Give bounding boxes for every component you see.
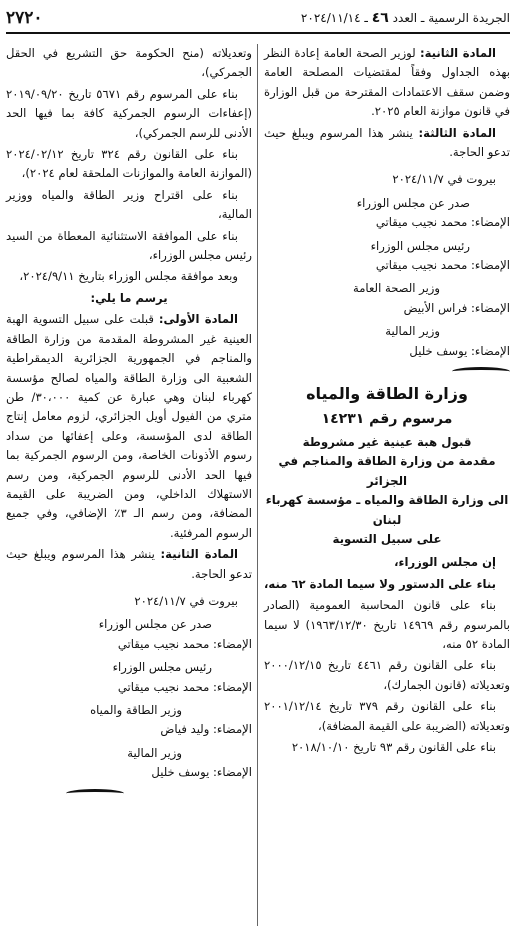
article-1-paragraph — [6, 310, 252, 543]
section-separator — [66, 789, 124, 798]
preamble-line: بناء على القانون رقم ٩٣ تاريخ ٢٠١٨/١٠/١٠ — [291, 740, 496, 754]
article-label: المادة الثانية: — [419, 46, 497, 60]
preamble-line: وتعديلاته (منح الحكومة حق التشريع في الحقل الجمركي)، — [6, 46, 252, 80]
journal-name: الجريدة الرسمية ـ العدد — [392, 11, 510, 25]
preamble-line: وبعد موافقة مجلس الوزراء بتاريخ ٢٠٢٤/٩/١١، — [19, 269, 238, 284]
article-label: المادة الثانية: — [160, 547, 239, 562]
left-column — [6, 44, 252, 928]
preamble-line: بناء على القانون رقم ٤٤٦١ تاريخ ٢٠٠٠/١٢/١٥ وتعديلاته (قانون الجمارك)، — [264, 658, 510, 692]
pm-title: رئيس مجلس الوزراء — [370, 238, 470, 253]
signature-line: الإمضاء: محمد نجيب ميقاتي — [117, 636, 252, 651]
section-separator — [452, 367, 510, 376]
minister-title: وزير الطاقة والمياه — [90, 703, 182, 717]
decree-subject: على سبيل التسوية — [332, 531, 442, 546]
preamble-line: بناء على القانون رقم ٣٢٤ تاريخ ٢٠٢٤/٠٢/١٢ (الموازنة العامة والموازنات الملحقة لعام ٢٠٢٤)، — [6, 147, 252, 181]
signature-line: الإمضاء: محمد نجيب ميقاتي — [375, 258, 510, 273]
preamble-line: إن مجلس الوزراء، — [394, 555, 496, 570]
signature-line: الإمضاء: وليد فياض — [160, 722, 252, 737]
decree-subject: قبول هبة عينية غير مشروطة — [302, 434, 472, 449]
ministry-heading: وزارة الطاقة والمياه — [306, 384, 468, 404]
decrees-line: يرسم ما يلي: — [90, 290, 168, 305]
beirut-date: بيروت في ٢٠٢٤/١١/٧ — [392, 172, 496, 187]
page-number: ٢٧٢٠ — [6, 8, 43, 28]
preamble-line: بناء على المرسوم رقم ٥٦٧١ تاريخ ٢٠١٩/٠٩/٢٠ (إعفاءات الرسوم الجمركية كافة بما فيها الحد الأدنى للرسم الجمركي)، — [6, 86, 252, 140]
issued-by: صدر عن مجلس الوزراء — [98, 617, 212, 632]
article-text: لوزير الصحة العامة إعادة النظر بهذه الجداول وفقاً لمقتضيات المصلحة العامة وضمن سقف الاعتمادات المقترحة من قبل الوزارة في قانون موازنة العام ٢٠٢٥. — [264, 46, 510, 119]
article-3-paragraph — [264, 124, 510, 163]
article-label: المادة الثالثة: — [418, 125, 497, 140]
issued-by: صدر عن مجلس الوزراء — [356, 195, 470, 210]
signature-line: الإمضاء: يوسف خليل — [151, 765, 252, 780]
minister-title: وزير المالية — [385, 324, 440, 339]
preamble-line: بناء على اقتراح وزير الطاقة والمياه ووزير المالية، — [6, 187, 252, 222]
article-text: قبلت على سبيل التسوية الهبة العينية غير المشروطة المقدمة من وزارة الطاقة والمناجم في الجمهورية الجزائرية الديمقراطية الشعبية الى وزارة الطاقة والمياه لصالح مؤسسة كهرباء لبنان وهي عبارة عن كمية ٣٠،٠٠٠/ طن متري من الفيول أويل الجزائري، لزوم معامل إنتاج الطاقة لدى المؤسسة، وعلى إعفائها من سداد رسوم الأذونات الخاصة، ومن الرسوم الجمركية بما فيها الحد الأدنى للرسوم الجمركية، ومن رسم الاستهلاك الداخلي، ومن الضريبة على القيمة المضافة، ومن رسم الـ ٣٪ الإضافي، وفي جميع الرسوم المرفئية. — [6, 312, 252, 540]
column-divider — [257, 44, 258, 926]
preamble-line: بناء على الموافقة الاستثنائية المعطاة من السيد رئيس مجلس الوزراء، — [6, 228, 252, 263]
article-text: ينشر هذا المرسوم ويبلغ حيث تدعو الحاجة. — [6, 547, 252, 581]
pm-title: رئيس مجلس الوزراء — [112, 660, 212, 675]
article-2-paragraph — [264, 44, 510, 122]
article-label: المادة الأولى: — [158, 312, 238, 327]
preamble-line: بناء على القانون رقم ٣٧٩ تاريخ ٢٠٠١/١٢/١٤ وتعديلاته (الضريبة على القيمة المضافة)، — [264, 699, 510, 733]
article-2-paragraph — [6, 545, 252, 584]
beirut-date: بيروت في ٢٠٢٤/١١/٧ — [134, 593, 238, 608]
signature-line: الإمضاء: فراس الأبيض — [403, 300, 510, 315]
article-text: ينشر هذا المرسوم ويبلغ حيث تدعو الحاجة. — [264, 125, 510, 160]
minister-title: وزير الصحة العامة — [352, 281, 440, 296]
issue-number: ٤٦ — [371, 10, 389, 26]
decree-number: مرسوم رقم ١٤٢٣١ — [321, 410, 453, 427]
minister-title: وزير المالية — [127, 745, 182, 760]
journal-title — [301, 10, 510, 26]
decree-subject: مقدمة من وزارة الطاقة والمناجم في الجزائر — [278, 454, 496, 488]
signature-line: الإمضاء: محمد نجيب ميقاتي — [117, 679, 252, 694]
preamble-line: بناء على الدستور ولا سيما المادة ٦٢ منه، — [264, 576, 496, 591]
preamble-line: بناء على قانون المحاسبة العمومية (الصادر بالمرسوم رقم ١٤٩٦٩ تاريخ ١٩٦٣/١٢/٣٠) لا سيما المادة ٥٢ منه، — [264, 598, 510, 651]
right-column — [264, 44, 510, 928]
decree-subject: الى وزارة الطاقة والمياه ـ مؤسسة كهرباء لبنان — [265, 493, 509, 527]
signature-line: الإمضاء: يوسف خليل — [409, 343, 510, 358]
page-header — [6, 4, 510, 34]
issue-date: ـ ٢٠٢٤/١١/١٤ — [300, 11, 368, 25]
signature-line: الإمضاء: محمد نجيب ميقاتي — [375, 215, 510, 230]
